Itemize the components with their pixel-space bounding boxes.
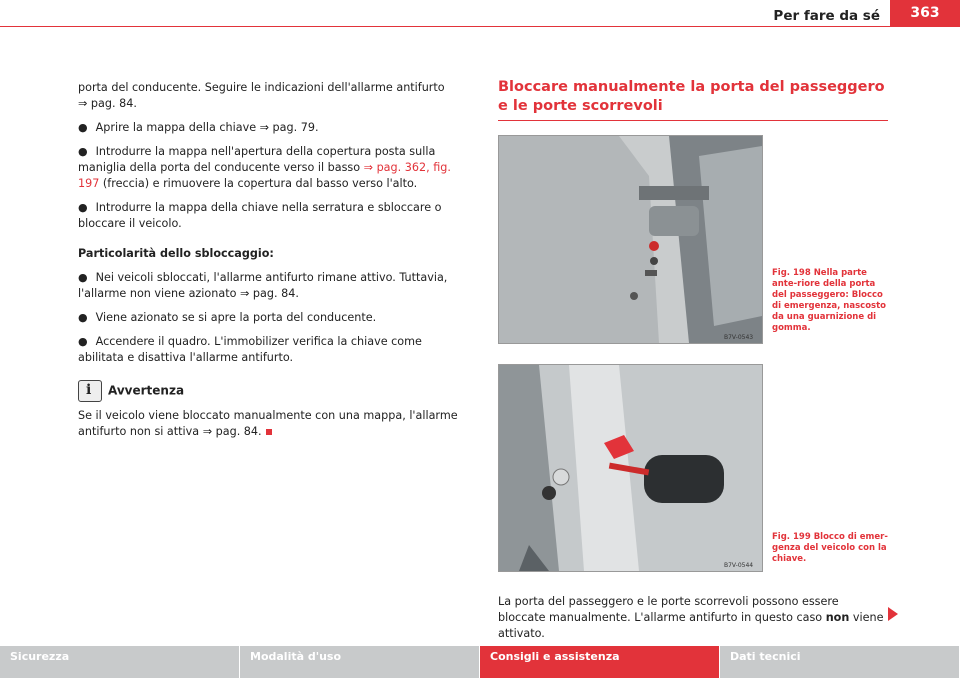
figure-caption: Fig. 198 Nella parte ante-riore della porta del passeggero: Blocco di emergenza, nascosto da una guarnizione di gomma. [772, 268, 886, 333]
next-page-arrow-icon[interactable] [888, 607, 898, 621]
list-item-text: Aprire la mappa della chiave ⇒ pag. 79. [95, 121, 319, 134]
end-marker-icon [266, 429, 272, 435]
list-item [78, 334, 466, 366]
figure-caption: Fig. 199 Blocco di emer-genza del veicolo con la chiave. [772, 532, 888, 564]
section-heading: Bloccare manualmente la porta del passeggero e le porte scorrevoli [498, 78, 888, 121]
list-item [78, 200, 466, 232]
list-item-text: Viene azionato se si apre la porta del conducente. [95, 311, 377, 324]
list-item-text: Nei veicoli sbloccati, l'allarme antifurto rimane attivo. Tuttavia, l'allarme non viene azionato ⇒ pag. 84. [78, 271, 448, 300]
footer-tab-sicurezza[interactable]: Sicurezza [0, 646, 240, 678]
footer-tab-dati-tecnici[interactable]: Dati tecnici [720, 646, 960, 678]
header-divider [0, 26, 960, 27]
body-paragraph [498, 594, 888, 642]
body-text: La porta del passeggero e le porte scorrevoli possono essere bloccate manualmente. L'allarme antifurto in questo caso [498, 595, 839, 624]
bullet-icon: ● [78, 121, 88, 134]
list-item-text: Introdurre la mappa della chiave nella serratura e sbloccare o bloccare il veicolo. [78, 201, 442, 230]
door-lock-key-illustration [499, 365, 762, 571]
info-icon [78, 380, 102, 402]
intro-paragraph [78, 80, 466, 112]
list-item [78, 120, 466, 136]
figure-code: B7V-0543 [724, 334, 754, 341]
figure-198 [498, 135, 763, 344]
bullet-icon: ● [78, 271, 88, 284]
footer-tab-consigli[interactable]: Consigli e assistenza [480, 646, 720, 678]
footer-tab-modalita-duso[interactable]: Modalità d'uso [240, 646, 480, 678]
list-item-text: Accendere il quadro. L'immobilizer verifica la chiave come abilitata e disattiva l'allarme antifurto. [78, 335, 422, 364]
warning-heading [78, 380, 466, 402]
bullet-icon: ● [78, 201, 88, 214]
page-number: 363 [890, 0, 960, 26]
warning-text [78, 408, 466, 440]
body-text: viene attivato. [498, 611, 884, 640]
figure-code: B7V-0544 [724, 562, 754, 569]
list-item [78, 310, 466, 326]
list-item-text: (freccia) e rimuovere la copertura dal basso verso l'alto. [99, 177, 418, 190]
body-emphasis: non [825, 611, 850, 624]
list-item [78, 144, 466, 192]
subheading: Particolarità dello sbloccaggio: [78, 247, 274, 260]
bullet-icon: ● [78, 335, 88, 348]
section-title: Per fare da sé [773, 8, 880, 24]
figure-199 [498, 364, 763, 572]
footer-nav [0, 646, 960, 678]
bullet-icon: ● [78, 311, 88, 324]
intro-text: porta del conducente. Seguire le indicazioni dell'allarme antifurto [78, 81, 445, 94]
bullet-icon: ● [78, 145, 88, 158]
list-item [78, 270, 466, 302]
list-item-text: Introdurre la mappa nell'apertura della copertura posta sulla maniglia della porta del conducente verso il basso [78, 145, 436, 174]
door-hinge-illustration [499, 136, 762, 343]
warning-body: Se il veicolo viene bloccato manualmente con una mappa, l'allarme antifurto non si attiva ⇒ pag. 84. [78, 409, 458, 438]
warning-title: Avvertenza [108, 383, 185, 398]
intro-ref[interactable]: ⇒ pag. 84. [78, 97, 137, 110]
left-column [78, 80, 466, 448]
figure-link[interactable]: ⇒ pag. 362, fig. 197 [78, 161, 451, 190]
